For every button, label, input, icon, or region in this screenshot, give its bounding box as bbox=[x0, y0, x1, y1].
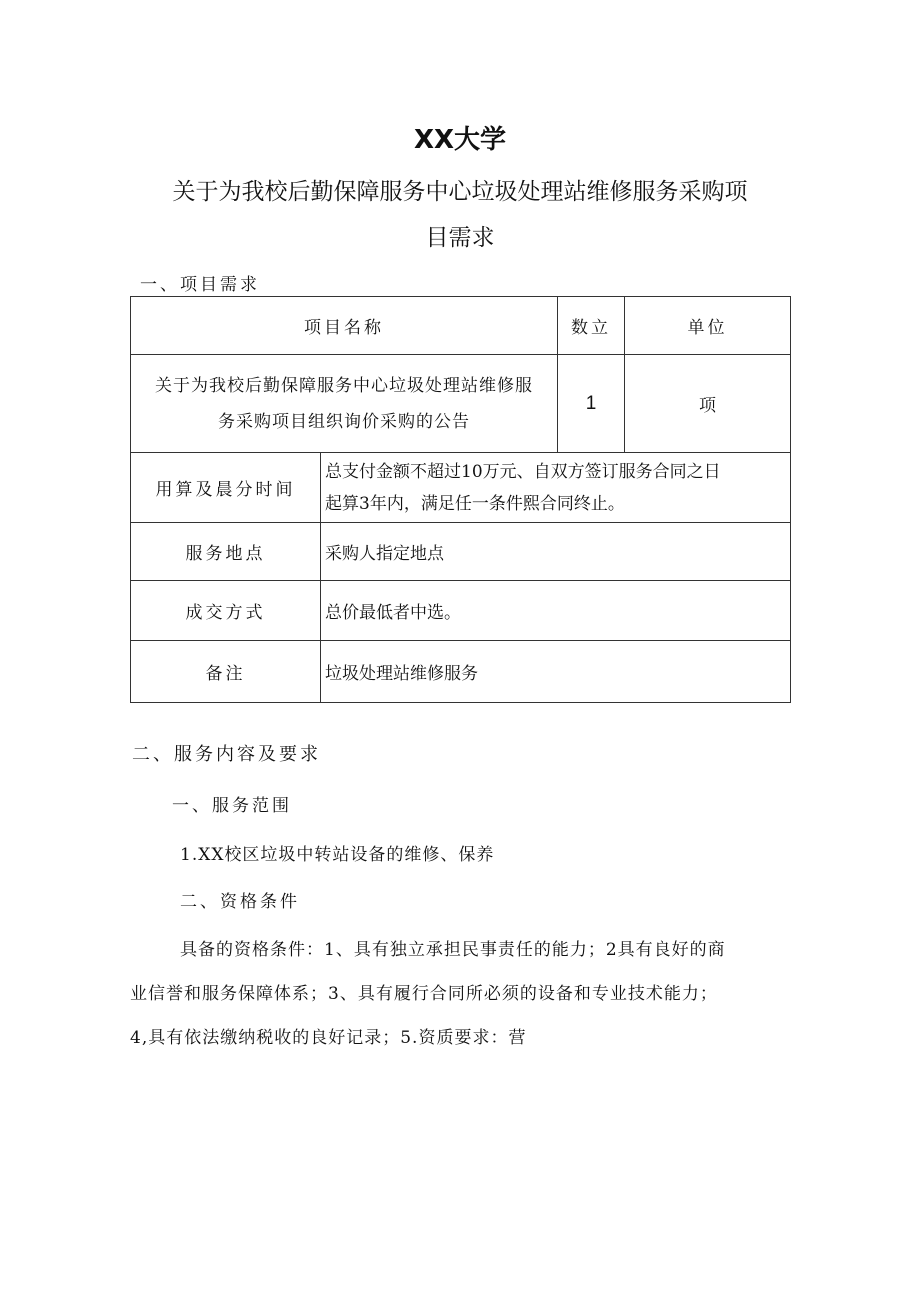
table-row bbox=[131, 523, 791, 581]
qualification-line-2: 业信誉和服务保障体系；3、具有履行合同所必须的设备和专业技术能力； bbox=[130, 984, 718, 1004]
qualification-line-3: 4,具有依法缴纳税收的良好记录；5.资质要求：营 bbox=[130, 1028, 527, 1048]
qualification-paragraph bbox=[130, 928, 800, 1060]
section-1-heading: 一、项目需求 bbox=[140, 275, 260, 295]
document-title bbox=[0, 118, 920, 261]
table-header-row bbox=[131, 297, 791, 355]
service-scope-heading: 一、服务范围 bbox=[172, 796, 292, 816]
row-label-budget-time: 用算及晨分时间 bbox=[131, 453, 321, 523]
row-label-remarks: 备注 bbox=[131, 641, 321, 703]
service-scope-item: 1.XX校区垃圾中转站设备的维修、保养 bbox=[180, 845, 495, 865]
row-value-remarks: 垃圾处理站维修服务 bbox=[321, 641, 791, 703]
university-name: XX大学 bbox=[413, 125, 507, 155]
budget-time-line-2: 起算3年内，满足任一条件熙合同终止。 bbox=[325, 493, 625, 514]
row-value-deal-method: 总价最低者中选。 bbox=[321, 581, 791, 641]
title-line-2: 目需求 bbox=[425, 225, 495, 251]
row-label-location: 服务地点 bbox=[131, 523, 321, 581]
table-row bbox=[131, 641, 791, 703]
budget-time-line-1: 总支付金额不超过10万元、自双方签订服务合同之日 bbox=[325, 461, 721, 482]
item-unit: 项 bbox=[625, 355, 791, 453]
requirements-table bbox=[130, 296, 791, 703]
row-value-location: 采购人指定地点 bbox=[321, 523, 791, 581]
title-line-1: 关于为我校后勤保障服务中心垃圾处理站维修服务采购项 bbox=[172, 179, 748, 205]
qualification-heading: 二、资格条件 bbox=[180, 892, 300, 912]
section-2-heading: 二、服务内容及要求 bbox=[132, 744, 321, 765]
row-label-deal-method: 成交方式 bbox=[131, 581, 321, 641]
table-row bbox=[131, 453, 791, 523]
item-name-line-2: 务采购项目组织询价采购的公告 bbox=[218, 411, 470, 432]
item-quantity: 1 bbox=[558, 355, 625, 453]
table-row bbox=[131, 355, 791, 453]
header-unit: 单位 bbox=[625, 297, 791, 355]
qualification-line-1: 具备的资格条件：1、具有独立承担民事责任的能力；2具有良好的商 bbox=[180, 940, 726, 960]
item-name-cell bbox=[131, 355, 558, 453]
row-value-budget-time bbox=[321, 453, 791, 523]
item-name-line-1: 关于为我校后勤保障服务中心垃圾处理站维修服 bbox=[155, 375, 533, 396]
header-project-name: 项目名称 bbox=[131, 297, 558, 355]
table-row bbox=[131, 581, 791, 641]
header-quantity: 数立 bbox=[558, 297, 625, 355]
